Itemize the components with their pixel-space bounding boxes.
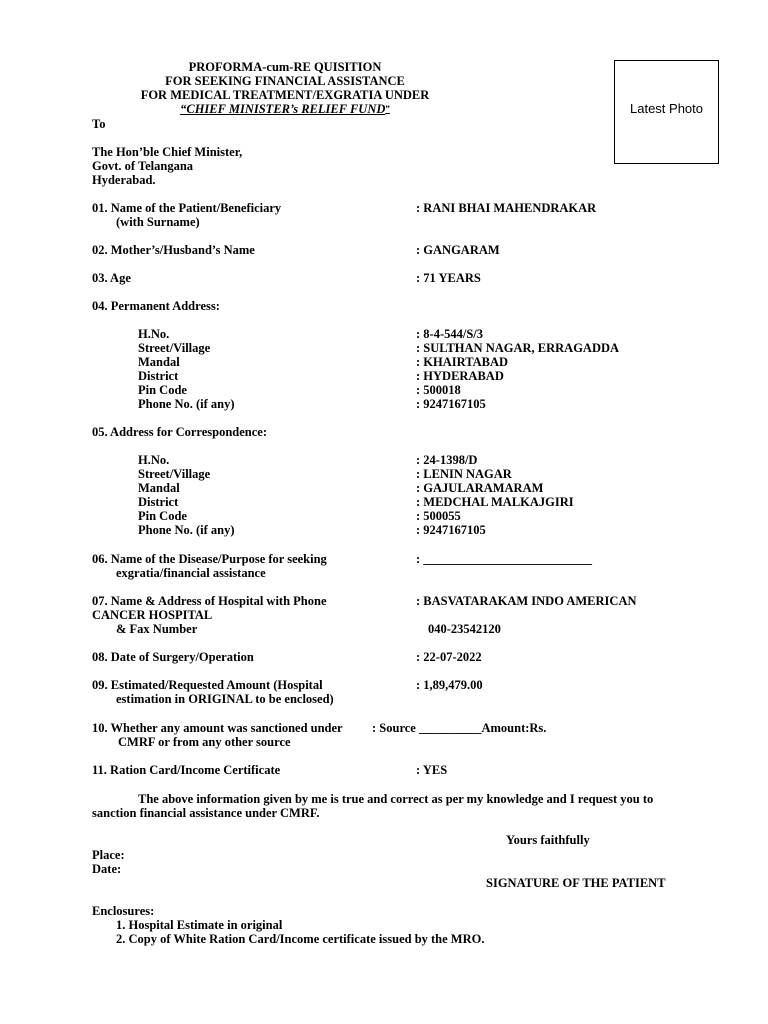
quote-open: “ <box>180 102 187 116</box>
perm-label-street: Street/Village <box>138 341 211 355</box>
corr-label-district: District <box>138 495 179 509</box>
perm-value-pincode: : 500018 <box>416 383 461 397</box>
addressee-line3: Hyderabad. <box>92 173 156 187</box>
corr-value-mandal: : GAJULARAMARAM <box>416 481 544 495</box>
declaration-line1: The above information given by me is true and correct as per my knowledge and I request you to <box>138 792 654 806</box>
form-title-line1: PROFORMA-cum-RE QUISITION <box>188 60 382 74</box>
yours-faithfully: Yours faithfully <box>506 833 590 847</box>
item-01-sub: (with Surname) <box>116 215 200 229</box>
perm-label-district: District <box>138 369 179 383</box>
item-01-label: 01. Name of the Patient/Beneficiary <box>92 201 282 215</box>
item-07-phone: 040-23542120 <box>428 622 501 636</box>
corr-label-hno: H.No. <box>138 453 170 467</box>
item-09-value: : 1,89,479.00 <box>416 678 483 692</box>
photo-label: Latest Photo <box>630 101 703 116</box>
enclosure-item-2: 2. Copy of White Ration Card/Income certificate issued by the MRO. <box>116 932 485 946</box>
item-02-value: : GANGARAM <box>416 243 500 257</box>
perm-label-mandal: Mandal <box>138 355 180 369</box>
enclosure-item-1: 1. Hospital Estimate in original <box>116 918 283 932</box>
fund-name: CHIEF MINISTER’s RELIEF FUND <box>186 102 386 116</box>
item-10-value: : Source __________Amount:Rs. <box>372 721 547 735</box>
place-label: Place: <box>92 848 125 862</box>
item-09-sub: estimation in ORIGINAL to be enclosed) <box>116 692 334 706</box>
item-03-label: 03. Age <box>92 271 131 285</box>
form-title-line4 <box>0 102 570 116</box>
quote-close: ” <box>385 104 390 114</box>
perm-value-mandal: : KHAIRTABAD <box>416 355 509 369</box>
corr-value-phone: : 9247167105 <box>416 523 486 537</box>
corr-value-district: : MEDCHAL MALKAJGIRI <box>416 495 574 509</box>
perm-label-phone: Phone No. (if any) <box>138 397 235 411</box>
corr-label-phone: Phone No. (if any) <box>138 523 235 537</box>
item-07-label: 07. Name & Address of Hospital with Phone <box>92 594 327 608</box>
item-02-label: 02. Mother’s/Husband’s Name <box>92 243 255 257</box>
enclosures-title: Enclosures: <box>92 904 155 918</box>
item-11-value: : YES <box>416 763 448 777</box>
item-06-sub: exgratia/financial assistance <box>116 566 266 580</box>
form-title-line3: FOR MEDICAL TREATMENT/EXGRATIA UNDER <box>140 88 430 102</box>
perm-value-street: : SULTHAN NAGAR, ERRAGADDA <box>416 341 620 355</box>
signature-label: SIGNATURE OF THE PATIENT <box>486 876 666 890</box>
item-07-sub: & Fax Number <box>116 622 198 636</box>
item-07-label2: CANCER HOSPITAL <box>92 608 213 622</box>
form-title-line2: FOR SEEKING FINANCIAL ASSISTANCE <box>165 74 405 88</box>
corr-value-pincode: : 500055 <box>416 509 461 523</box>
item-06-label: 06. Name of the Disease/Purpose for seeking <box>92 552 327 566</box>
item-08-label: 08. Date of Surgery/Operation <box>92 650 254 664</box>
perm-value-hno: : 8-4-544/S/3 <box>416 327 484 341</box>
perm-value-district: : HYDERABAD <box>416 369 504 383</box>
to-label: To <box>92 117 106 131</box>
photo-box <box>614 60 719 164</box>
item-10-label: 10. Whether any amount was sanctioned under <box>92 721 343 735</box>
item-09-label: 09. Estimated/Requested Amount (Hospital <box>92 678 323 692</box>
item-08-value: : 22-07-2022 <box>416 650 482 664</box>
item-06-value: : ___________________________ <box>416 552 593 566</box>
item-01-value: : RANI BHAI MAHENDRAKAR <box>416 201 597 215</box>
addressee-line2: Govt. of Telangana <box>92 159 194 173</box>
declaration-line2: sanction financial assistance under CMRF. <box>92 806 320 820</box>
item-03-value: : 71 YEARS <box>416 271 481 285</box>
item-07-value: : BASVATARAKAM INDO AMERICAN <box>416 594 637 608</box>
corr-label-street: Street/Village <box>138 467 211 481</box>
corr-label-pincode: Pin Code <box>138 509 187 523</box>
item-11-label: 11. Ration Card/Income Certificate <box>92 763 281 777</box>
perm-label-pincode: Pin Code <box>138 383 187 397</box>
date-label: Date: <box>92 862 122 876</box>
perm-label-hno: H.No. <box>138 327 170 341</box>
corr-value-hno: : 24-1398/D <box>416 453 478 467</box>
corr-label-mandal: Mandal <box>138 481 180 495</box>
item-10-sub: CMRF or from any other source <box>118 735 291 749</box>
corr-value-street: : LENIN NAGAR <box>416 467 512 481</box>
addressee-line1: The Hon’ble Chief Minister, <box>92 145 243 159</box>
item-04-label: 04. Permanent Address: <box>92 299 220 313</box>
item-05-label: 05. Address for Correspondence: <box>92 425 267 439</box>
perm-value-phone: : 9247167105 <box>416 397 486 411</box>
